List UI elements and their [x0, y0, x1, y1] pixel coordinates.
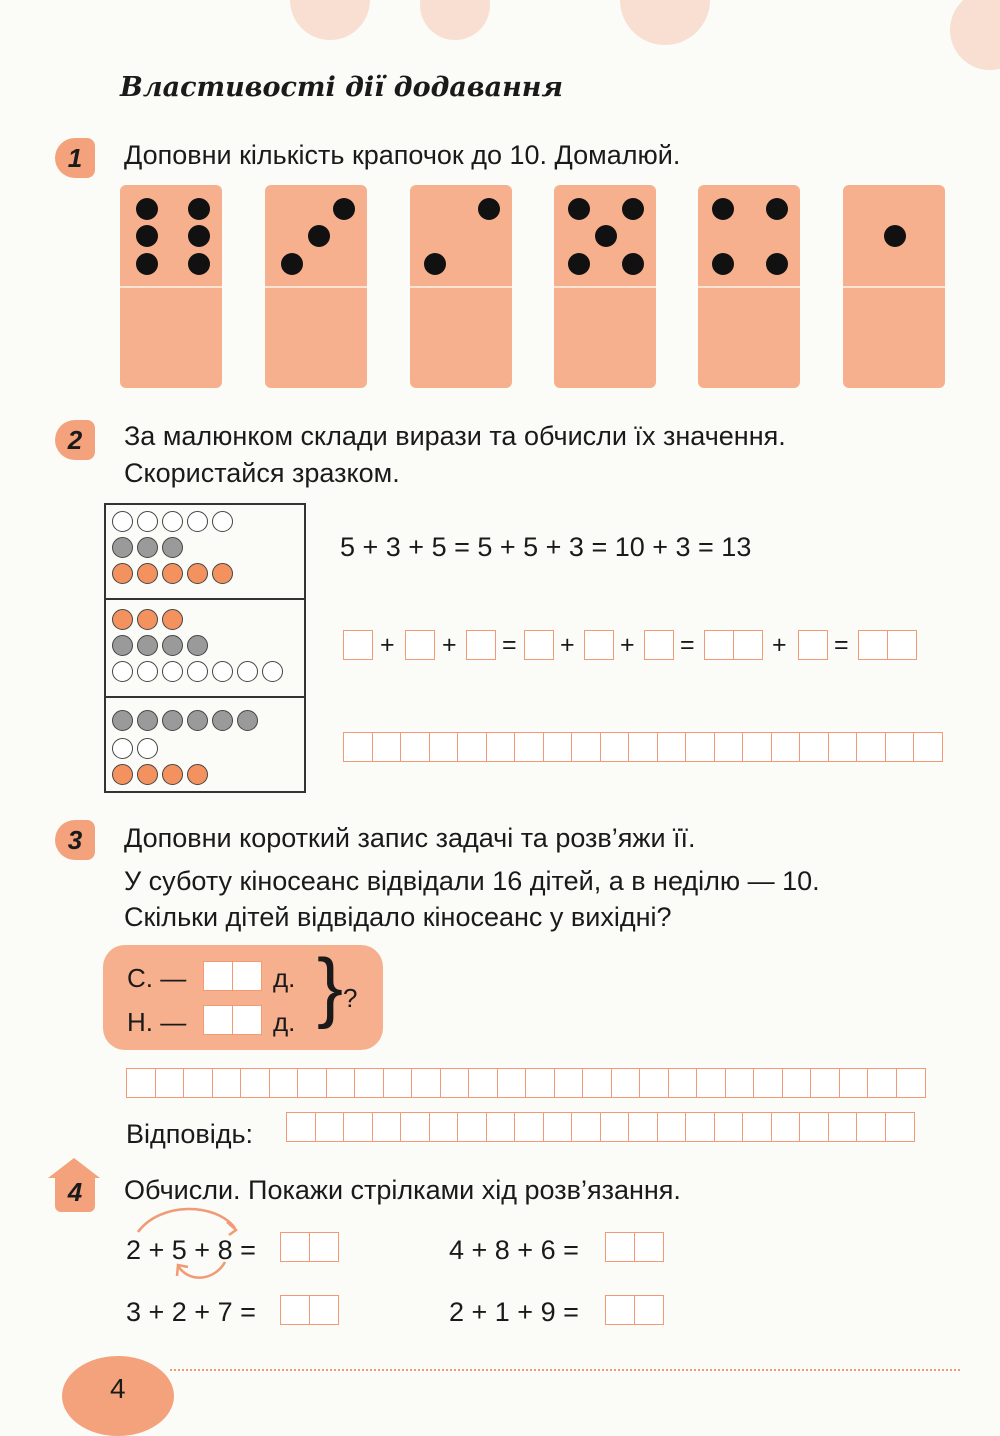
answer-cell[interactable] [856, 1112, 886, 1142]
counter-orange [162, 609, 183, 630]
counter-gray [187, 635, 208, 656]
answer-box[interactable] [405, 630, 435, 660]
counter-white [112, 738, 133, 759]
page-number: 4 [110, 1373, 126, 1404]
dot [712, 198, 734, 220]
answer-cell[interactable] [400, 1112, 430, 1142]
task-3-line3: Скільки дітей відвідало кіносеанс у вихідні? [124, 902, 672, 932]
answer-cell[interactable] [315, 1112, 345, 1142]
dot [333, 198, 355, 220]
counter-white [262, 661, 283, 682]
answer-cell[interactable] [771, 732, 801, 762]
question-mark: ? [343, 983, 358, 1013]
dot [568, 253, 590, 275]
task-1-text: Доповни кількість крапочок до 10. Домалюй. [124, 140, 681, 170]
domino-divider [120, 286, 222, 288]
counter-orange [187, 764, 208, 785]
answer-cell[interactable] [828, 732, 858, 762]
answer-cell[interactable] [696, 1068, 726, 1098]
answer-cells[interactable] [605, 1295, 662, 1325]
counter-orange [137, 563, 158, 584]
answer-cell[interactable] [571, 732, 601, 762]
dot [884, 225, 906, 247]
task-2-line2: Скористайся зразком. [124, 458, 400, 488]
dot [136, 225, 158, 247]
counter-gray [187, 710, 208, 731]
answer-cell[interactable] [411, 1068, 441, 1098]
answer-cell[interactable] [343, 732, 373, 762]
dot [188, 198, 210, 220]
dot [712, 253, 734, 275]
counter-white [112, 511, 133, 532]
plus-sign: + [442, 631, 457, 659]
answer-cell[interactable] [468, 1068, 498, 1098]
counter-white [137, 738, 158, 759]
saturday-label: С. — [127, 963, 187, 993]
answer-cell[interactable] [867, 1068, 897, 1098]
answer-cell[interactable] [429, 1112, 459, 1142]
counter-white [237, 661, 258, 682]
plus-sign: + [380, 631, 395, 659]
answer-cell[interactable] [240, 1068, 270, 1098]
expression-1: 2 + 5 + 8 = [126, 1235, 256, 1265]
dot [188, 253, 210, 275]
saturday-cells[interactable] [203, 961, 260, 991]
answer-cell[interactable] [668, 1068, 698, 1098]
answer-cells[interactable] [280, 1232, 337, 1262]
counter-gray [137, 537, 158, 558]
section-heading: Властивості дії додавання [120, 72, 563, 103]
answer-cell[interactable] [810, 1068, 840, 1098]
answer-cell[interactable] [126, 1068, 156, 1098]
footer-rule [170, 1369, 960, 1371]
answer-cells-2[interactable] [704, 630, 761, 660]
answer-cell[interactable] [725, 1068, 755, 1098]
answer-cell[interactable] [326, 1068, 356, 1098]
answer-cell[interactable] [269, 1068, 299, 1098]
answer-cell[interactable] [429, 732, 459, 762]
answer-cell[interactable] [657, 1112, 687, 1142]
dot [766, 198, 788, 220]
answer-cell[interactable] [885, 1112, 915, 1142]
sunday-cells[interactable] [203, 1005, 260, 1035]
answer-cell[interactable] [286, 1112, 316, 1142]
counter-white [112, 661, 133, 682]
answer-cell[interactable] [714, 1112, 744, 1142]
counter-white [137, 661, 158, 682]
answer-cell[interactable] [343, 1112, 373, 1142]
answer-cell[interactable] [514, 1112, 544, 1142]
answer-box[interactable] [584, 630, 614, 660]
expression-4: 2 + 1 + 9 = [449, 1297, 579, 1327]
answer-cell[interactable] [611, 1068, 641, 1098]
answer-label: Відповідь: [126, 1119, 254, 1149]
answer-cell[interactable] [896, 1068, 926, 1098]
short-record [103, 942, 383, 1050]
plus-sign: + [560, 631, 575, 659]
domino-divider [410, 286, 512, 288]
domino-2[interactable] [265, 185, 367, 388]
task-number-1: 1 [55, 138, 95, 178]
domino-5[interactable] [698, 185, 800, 388]
expression-3: 3 + 2 + 7 = [126, 1297, 256, 1327]
answer-cell[interactable] [212, 1068, 242, 1098]
answer-cell[interactable] [155, 1068, 185, 1098]
task-number-3: 3 [55, 820, 95, 860]
answer-cell[interactable] [543, 732, 573, 762]
counter-gray [112, 537, 133, 558]
answer-cell[interactable] [440, 1068, 470, 1098]
counter-orange [137, 609, 158, 630]
counter-white [162, 511, 183, 532]
answer-cell[interactable] [486, 1112, 516, 1142]
counter-white [187, 661, 208, 682]
answer-cell[interactable] [543, 1112, 573, 1142]
dot [595, 225, 617, 247]
domino-divider [554, 286, 656, 288]
answer-cell[interactable] [856, 732, 886, 762]
answer-cell[interactable] [782, 1068, 812, 1098]
counter-orange [137, 764, 158, 785]
dot [622, 253, 644, 275]
task-number-4: 4 [55, 1172, 95, 1212]
answer-box[interactable] [466, 630, 496, 660]
domino-6[interactable] [843, 185, 945, 388]
decor-circle [620, 0, 710, 45]
answer-cell[interactable] [457, 732, 487, 762]
answer-cells[interactable] [605, 1232, 662, 1262]
domino-3[interactable] [410, 185, 512, 388]
answer-cell[interactable] [771, 1112, 801, 1142]
answer-cell[interactable] [753, 1068, 783, 1098]
task-2-line1: За малюнком склади вирази та обчисли їх значення. [124, 421, 786, 451]
answer-cell[interactable] [628, 1112, 658, 1142]
counter-white [212, 511, 233, 532]
dot [568, 198, 590, 220]
unit-label: д. [273, 963, 296, 993]
answer-cell[interactable] [497, 1068, 527, 1098]
panel-divider [106, 696, 304, 698]
answer-cell[interactable] [828, 1112, 858, 1142]
answer-cells[interactable] [280, 1295, 337, 1325]
counter-gray [162, 635, 183, 656]
domino-4[interactable] [554, 185, 656, 388]
dot [424, 253, 446, 275]
dot [136, 198, 158, 220]
decor-circle [420, 0, 490, 40]
solution-strip[interactable] [126, 1068, 924, 1098]
counter-orange [112, 609, 133, 630]
task-4-text: Обчисли. Покажи стрілками хід розв’язання. [124, 1175, 681, 1205]
equals-sign: = [502, 631, 517, 659]
answer-cell[interactable] [600, 732, 630, 762]
dot [766, 253, 788, 275]
brace: } [317, 942, 344, 1030]
answer-cell[interactable] [372, 1112, 402, 1142]
answer-cell[interactable] [742, 732, 772, 762]
answer-cell[interactable] [514, 732, 544, 762]
answer-cell[interactable] [600, 1112, 630, 1142]
answer-cell[interactable] [571, 1112, 601, 1142]
answer-cell[interactable] [486, 732, 516, 762]
answer-cell[interactable] [183, 1068, 213, 1098]
answer-cell[interactable] [685, 1112, 715, 1142]
decor-circle [290, 0, 370, 40]
answer-cell[interactable] [657, 732, 687, 762]
counter-gray [112, 635, 133, 656]
counter-gray [137, 635, 158, 656]
answer-box[interactable] [343, 630, 373, 660]
counter-orange [112, 764, 133, 785]
answer-cell[interactable] [457, 1112, 487, 1142]
task-3-line2: У суботу кіносеанс відвідали 16 дітей, а в неділю — 10. [124, 866, 820, 896]
answer-cells-2[interactable] [858, 630, 915, 660]
counter-orange [187, 563, 208, 584]
counter-gray [212, 710, 233, 731]
answer-cell[interactable] [554, 1068, 584, 1098]
counter-gray [112, 710, 133, 731]
task-number-2: 2 [55, 420, 95, 460]
answer-strip[interactable] [343, 732, 942, 762]
unit-label: д. [273, 1007, 296, 1037]
counter-white [187, 511, 208, 532]
counter-orange [162, 764, 183, 785]
answer-box[interactable] [798, 630, 828, 660]
counters-panel [104, 503, 306, 793]
answer-cell[interactable] [354, 1068, 384, 1098]
dot [622, 198, 644, 220]
answer-cell[interactable] [714, 732, 744, 762]
answer-cell[interactable] [839, 1068, 869, 1098]
answer-cell[interactable] [582, 1068, 612, 1098]
counter-white [212, 661, 233, 682]
counter-orange [162, 563, 183, 584]
answer-cell[interactable] [913, 732, 943, 762]
plus-sign: + [620, 631, 635, 659]
answer-cell[interactable] [799, 1112, 829, 1142]
answer-cell[interactable] [628, 732, 658, 762]
counter-gray [237, 710, 258, 731]
domino-divider [843, 286, 945, 288]
counter-gray [162, 537, 183, 558]
answer-cell[interactable] [400, 732, 430, 762]
answer-cell[interactable] [525, 1068, 555, 1098]
dot [281, 253, 303, 275]
dot [478, 198, 500, 220]
answer-cell[interactable] [297, 1068, 327, 1098]
answer-cell[interactable] [372, 732, 402, 762]
answer-box[interactable] [524, 630, 554, 660]
counter-gray [162, 710, 183, 731]
dot [188, 225, 210, 247]
task-3-line1: Доповни короткий запис задачі та розв’яжи її. [124, 823, 696, 853]
answer-cell[interactable] [799, 732, 829, 762]
equals-sign: = [834, 631, 849, 659]
counter-white [162, 661, 183, 682]
sunday-label: Н. — [127, 1007, 187, 1037]
answer-cell[interactable] [742, 1112, 772, 1142]
counter-orange [112, 563, 133, 584]
expression-2: 4 + 8 + 6 = [449, 1235, 579, 1265]
domino-1[interactable] [120, 185, 222, 388]
panel-divider [106, 598, 304, 600]
plus-sign: + [772, 631, 787, 659]
answer-cell[interactable] [685, 732, 715, 762]
answer-strip[interactable] [286, 1112, 913, 1142]
decor-circle [950, 0, 1000, 70]
example-expression: 5 + 3 + 5 = 5 + 5 + 3 = 10 + 3 = 13 [340, 532, 752, 562]
answer-cell[interactable] [885, 732, 915, 762]
answer-cell[interactable] [383, 1068, 413, 1098]
answer-cell[interactable] [639, 1068, 669, 1098]
domino-divider [265, 286, 367, 288]
counter-orange [212, 563, 233, 584]
domino-divider [698, 286, 800, 288]
counter-white [137, 511, 158, 532]
dot [136, 253, 158, 275]
answer-box[interactable] [644, 630, 674, 660]
counter-gray [137, 710, 158, 731]
dot [308, 225, 330, 247]
equals-sign: = [680, 631, 695, 659]
